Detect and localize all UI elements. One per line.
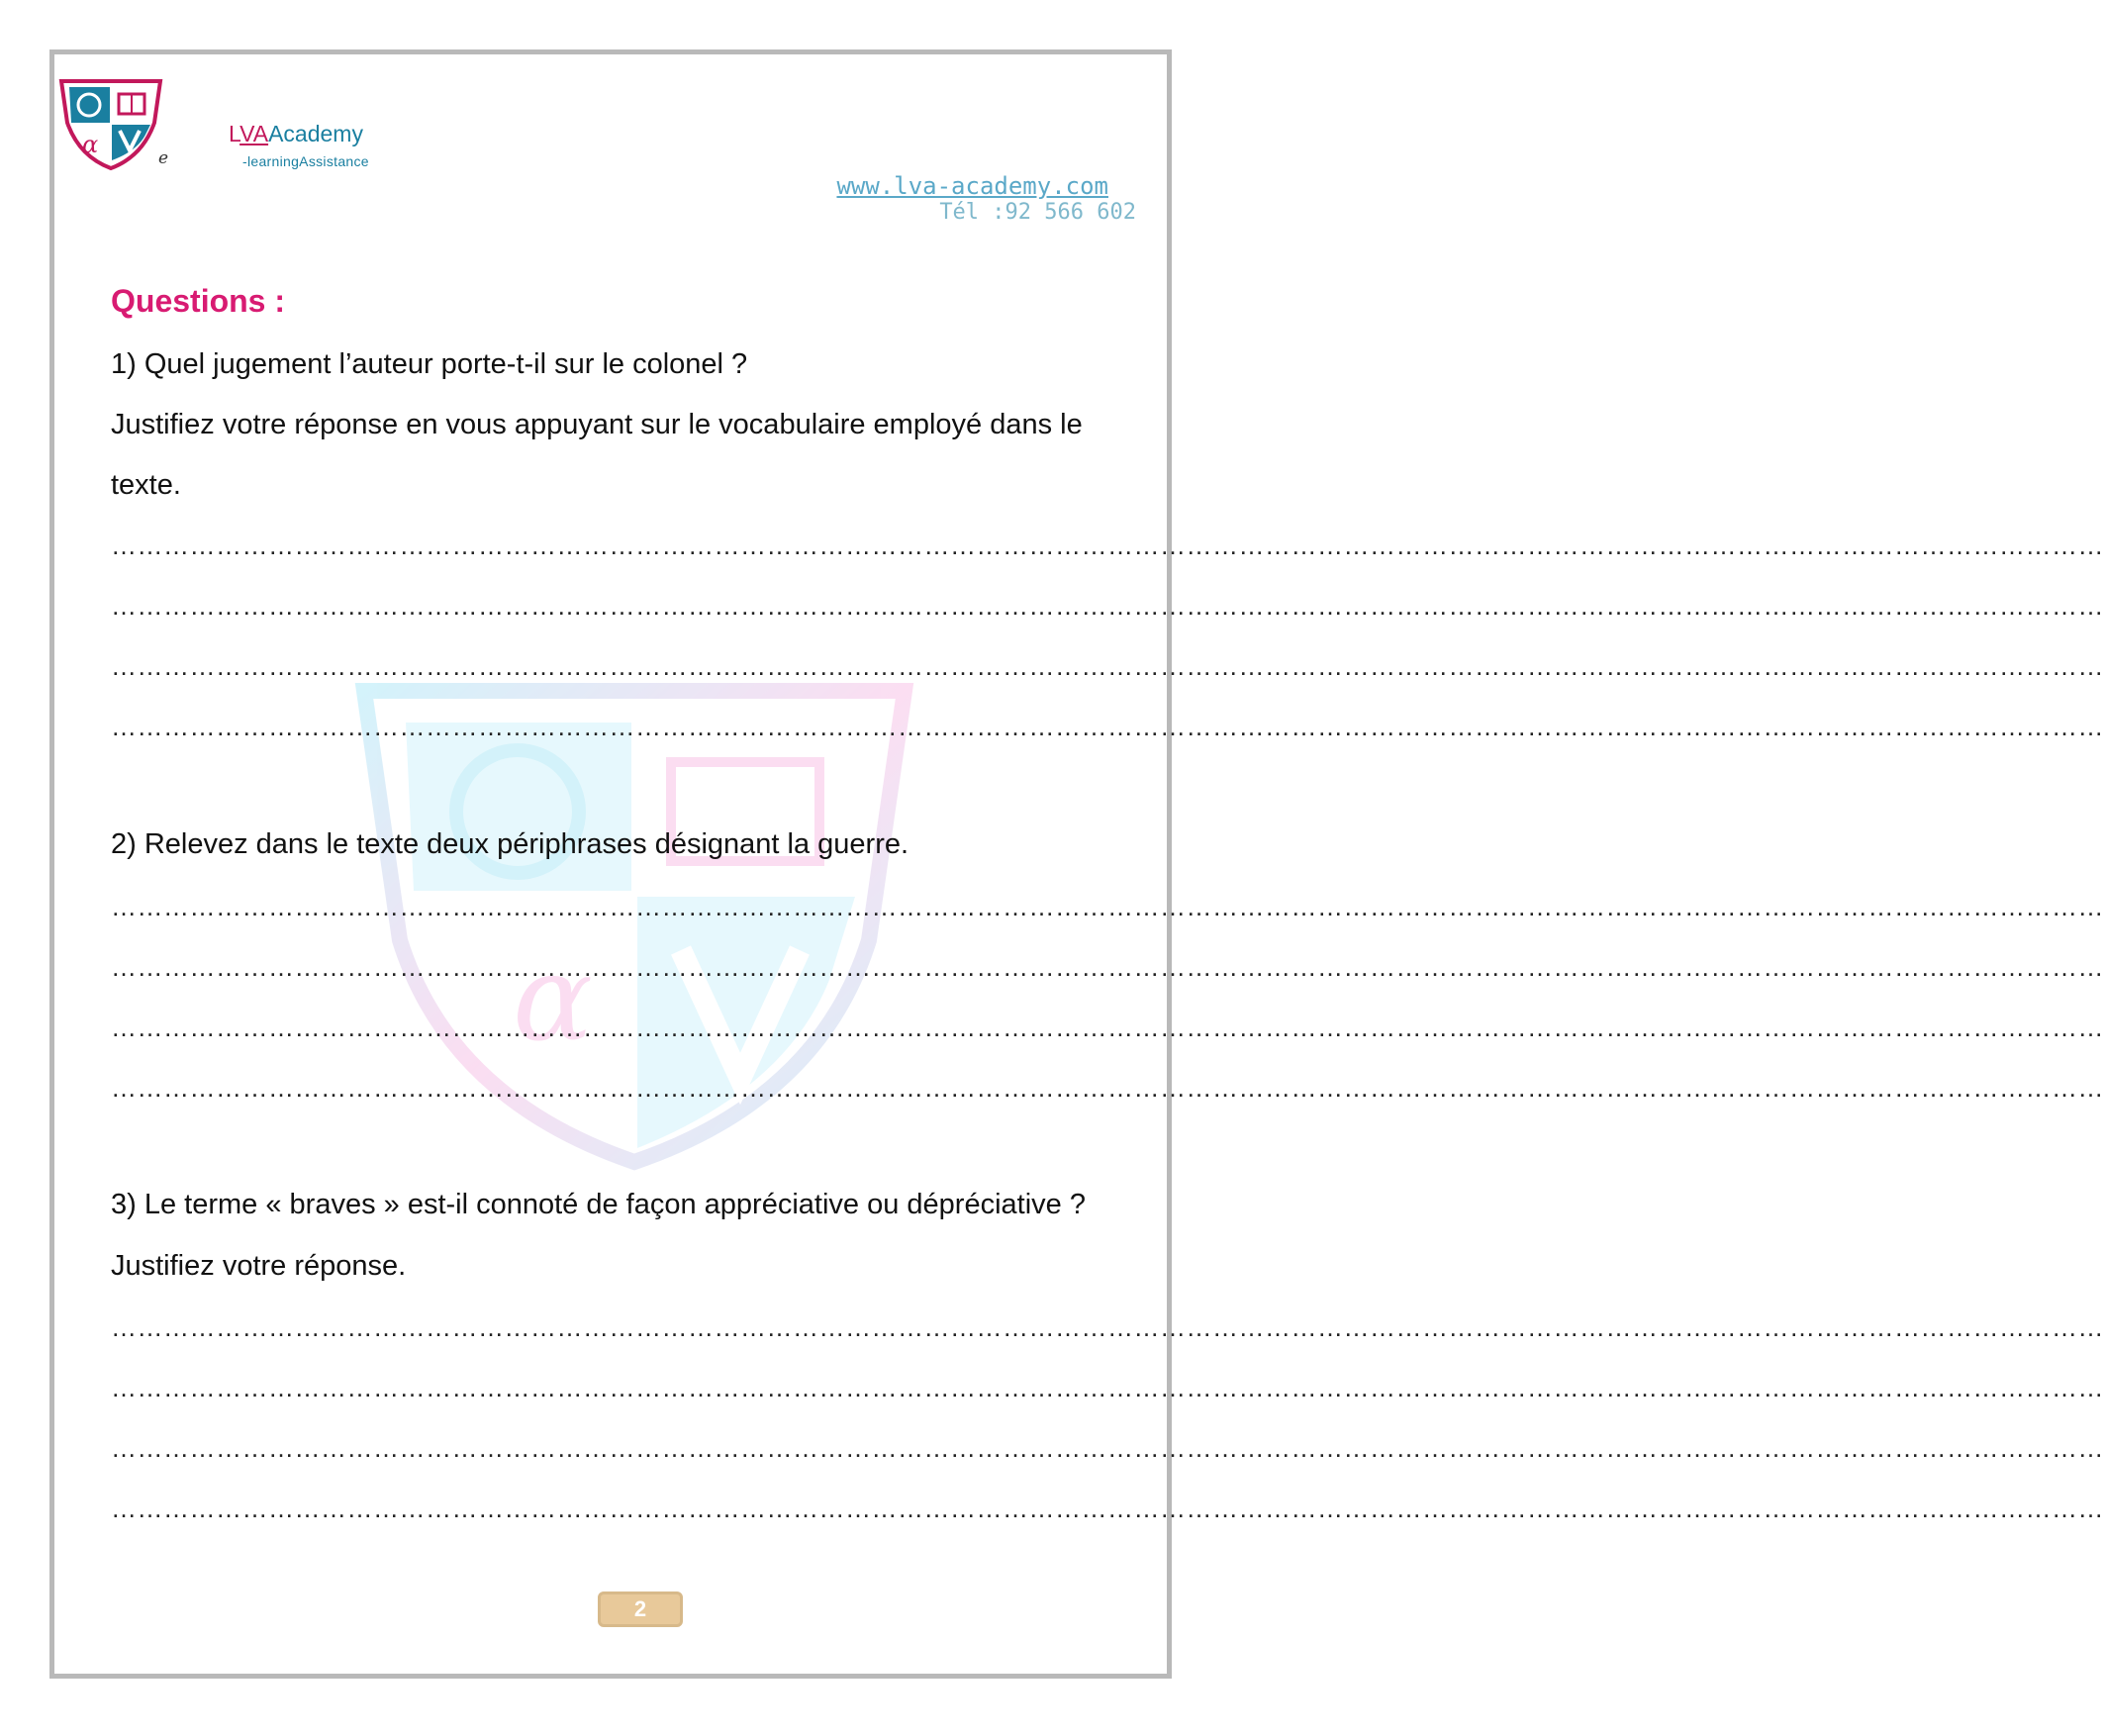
answer-line[interactable]: ………………………………………………………………………………………………………………………………………………………………………………………………………… xyxy=(111,892,2104,921)
question-1-line-1: 1) Quel jugement l’auteur porte-t-il sur le colonel ? xyxy=(111,348,748,380)
answer-line[interactable]: ………………………………………………………………………………………………………………………………………………………………………………………………………… xyxy=(111,530,2104,560)
svg-text:α: α xyxy=(82,131,99,158)
answer-line[interactable]: ………………………………………………………………………………………………………………………………………………………………………………………………………… xyxy=(111,591,2104,621)
website-link[interactable]: www.lva-academy.com xyxy=(836,172,1108,200)
answer-line[interactable]: ………………………………………………………………………………………………………………………………………………………………………………………………………… xyxy=(111,1013,2104,1042)
question-1-line-3: texte. xyxy=(111,469,181,501)
question-3-line-2: Justifiez votre réponse. xyxy=(111,1250,407,1282)
answer-line[interactable]: ………………………………………………………………………………………………………………………………………………………………………………………………………… xyxy=(111,1073,2104,1103)
answer-line[interactable]: ………………………………………………………………………………………………………………………………………………………………………………………………………… xyxy=(111,952,2104,982)
question-1-line-2: Justifiez votre réponse en vous appuyant sur le vocabulaire employé dans le xyxy=(111,409,1083,440)
answer-line[interactable]: ………………………………………………………………………………………………………………………………………………………………………………………………………… xyxy=(111,1373,2104,1402)
answer-line[interactable]: ………………………………………………………………………………………………………………………………………………………………………………………………………… xyxy=(111,712,2104,741)
lva-academy-logo-icon xyxy=(57,77,164,172)
brand-va: VA xyxy=(239,121,269,146)
brand-academy: Academy xyxy=(268,121,363,146)
page-number-badge: 2 xyxy=(598,1591,683,1627)
svg-text:α: α xyxy=(513,930,594,1068)
logo-letter: e xyxy=(158,148,169,168)
brand-name xyxy=(229,121,363,147)
question-2-line-1: 2) Relevez dans le texte deux périphrases désignant la guerre. xyxy=(111,828,909,860)
section-heading: Questions : xyxy=(111,283,286,319)
answer-line[interactable]: ………………………………………………………………………………………………………………………………………………………………………………………………………… xyxy=(111,1494,2104,1523)
brand-tagline: -learningAssistance xyxy=(242,153,369,169)
answer-line[interactable]: ………………………………………………………………………………………………………………………………………………………………………………………………………… xyxy=(111,1312,2104,1342)
phone-number: Tél :92 566 602 xyxy=(939,200,1136,225)
answer-line[interactable]: ………………………………………………………………………………………………………………………………………………………………………………………………………… xyxy=(111,651,2104,681)
answer-line[interactable]: ………………………………………………………………………………………………………………………………………………………………………………………………………… xyxy=(111,1433,2104,1463)
brand-l: L xyxy=(229,121,240,146)
question-3-line-1: 3) Le terme « braves » est-il connoté de façon appréciative ou dépréciative ? xyxy=(111,1189,1086,1220)
